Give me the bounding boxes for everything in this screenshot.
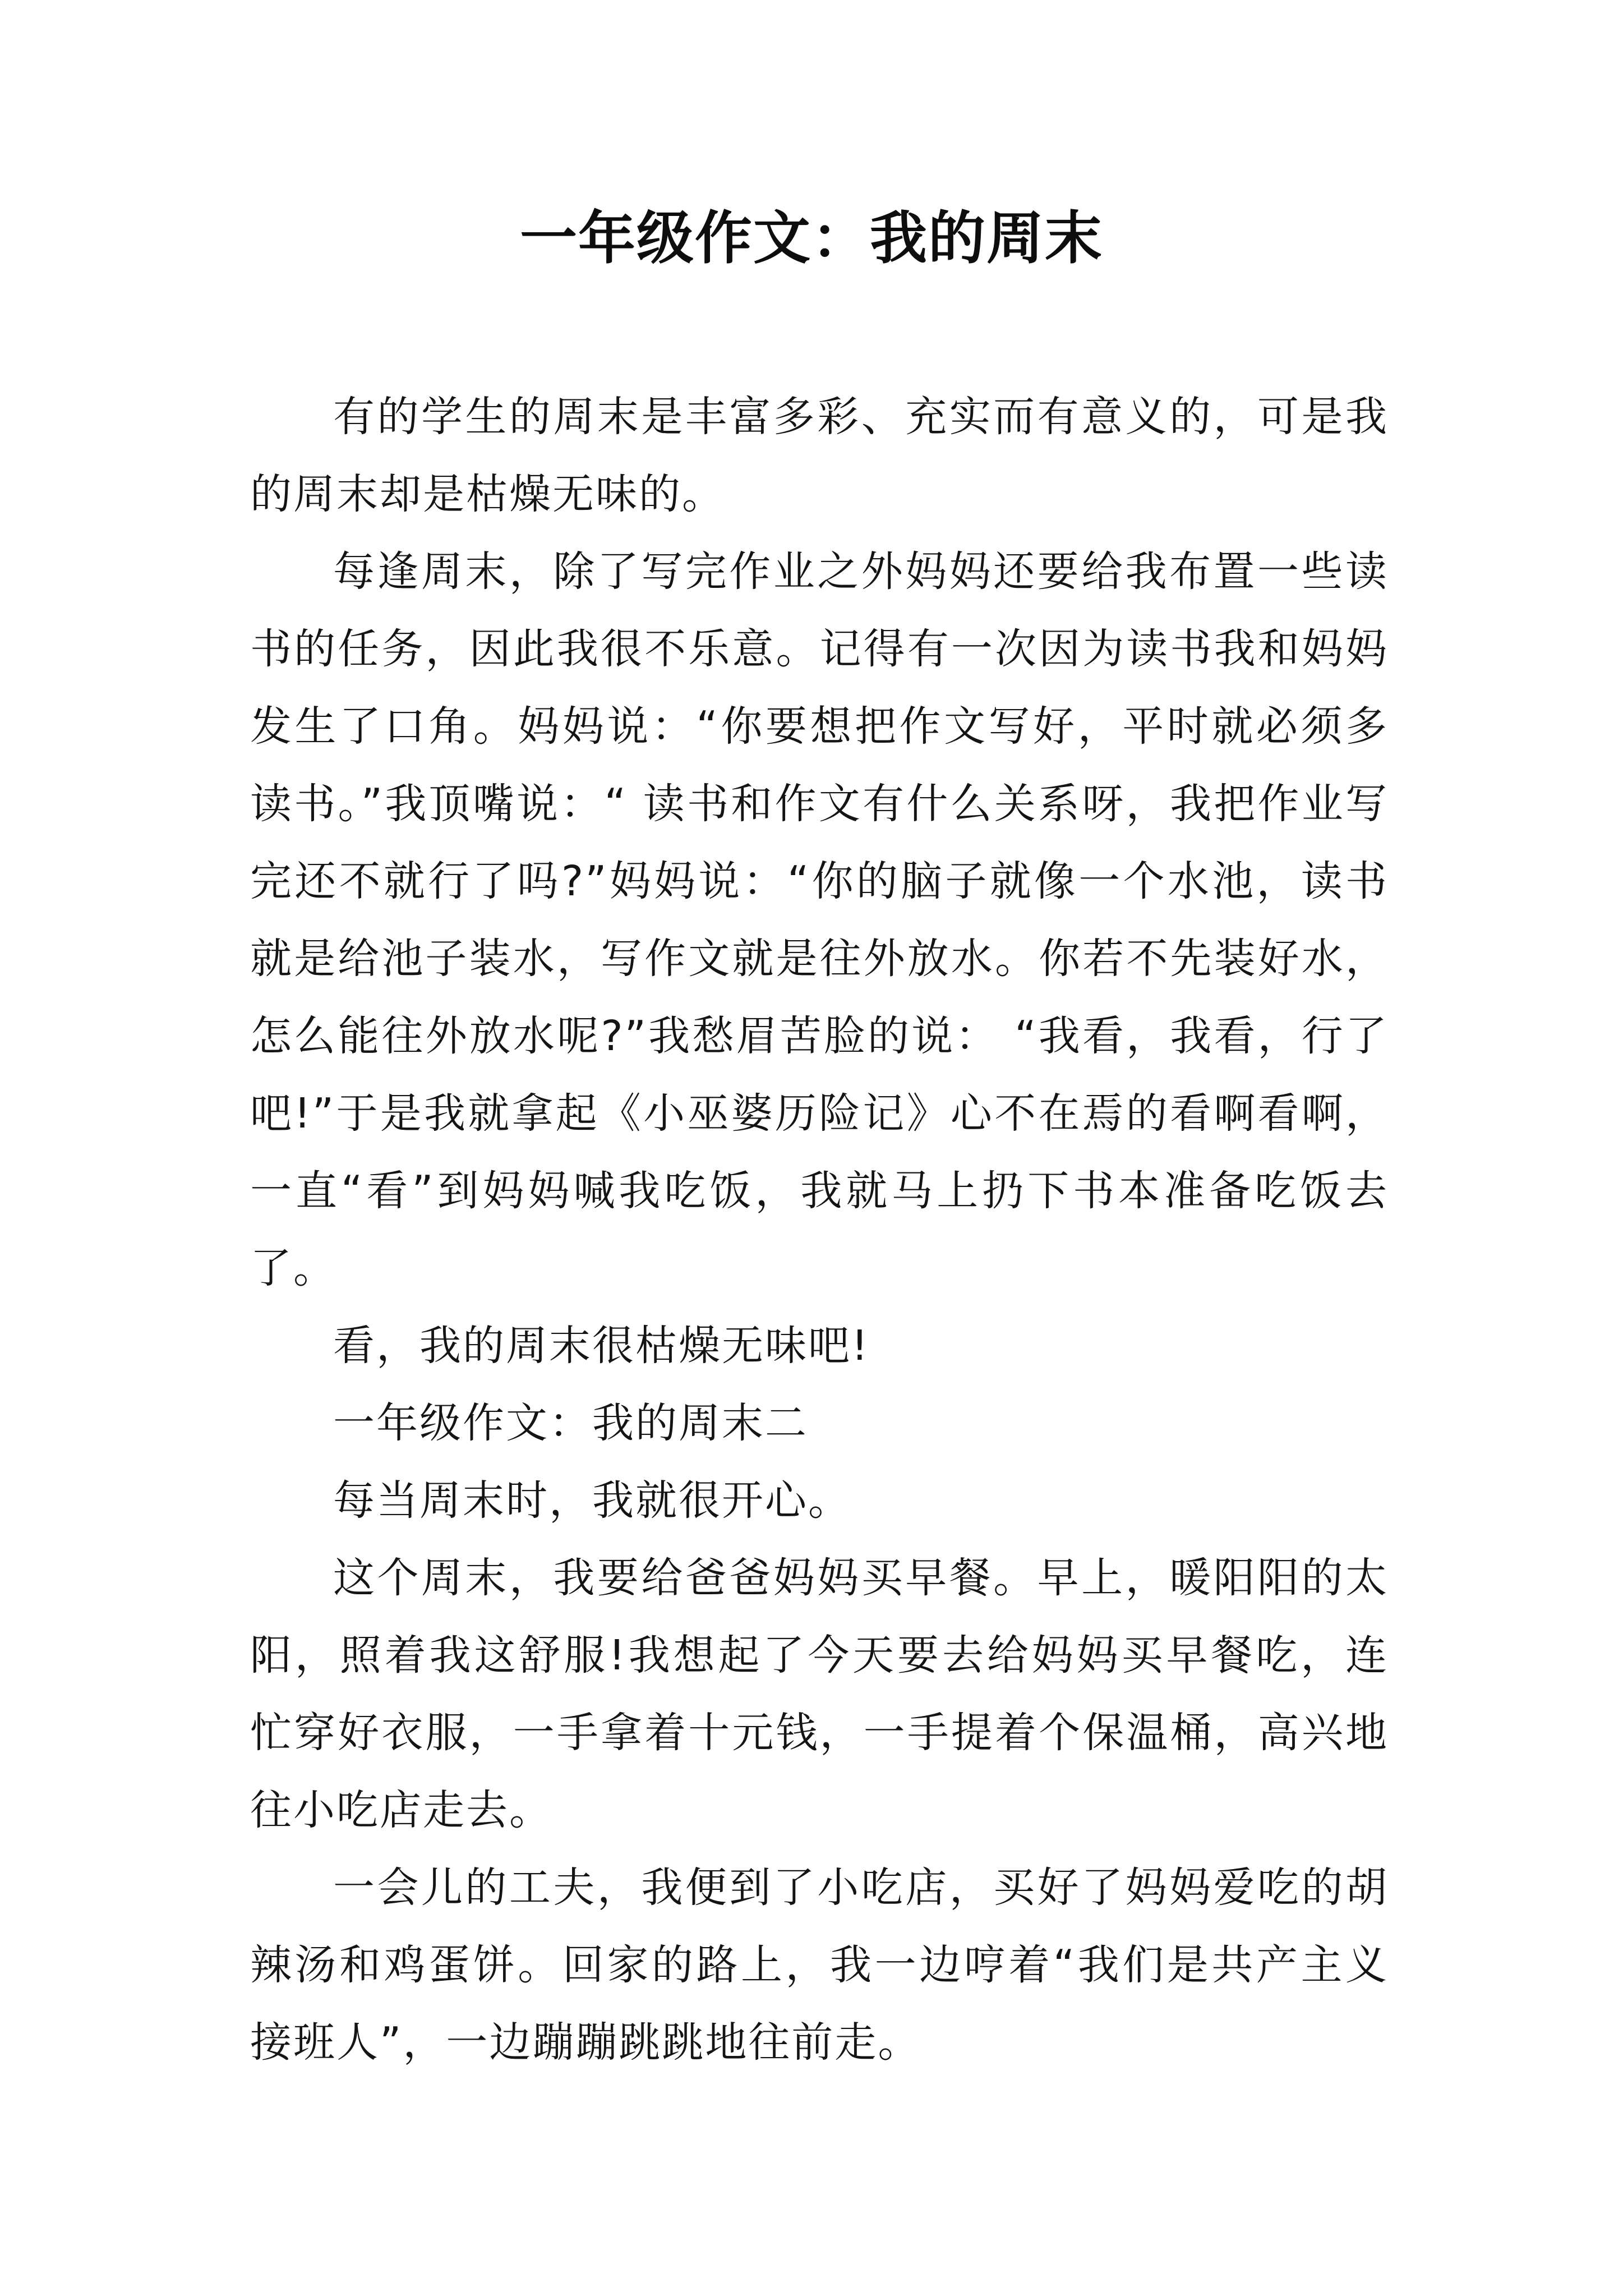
paragraph-1: 有的学生的周末是丰富多彩、充实而有意义的，可是我的周末却是枯燥无味的。 (250, 393, 1389, 518)
paragraph-2: 每逢周末，除了写完作业之外妈妈还要给我布置一些读书的任务，因此我很不乐意。记得有一次因为读书我和妈妈发生了口角。妈妈说：“你要想把作文写好，平时就必须多读书。”我顶嘴说：“ 读书和作文有什么关系呀，我把作业写完还不就行了吗?”妈妈说：“你的脑子就像一个水池，读书就是给池子装水，写作文就是往外放水。你若不先装好水，怎么能往外放水呢?”我愁眉苦脸的说： “我看，我看，行了吧!”于是我就拿起《小巫婆历险记》心不在焉的看啊看啊，一直“看”到妈妈喊我吃饭，我就马上扔下书本准备吃饭去了。 (250, 547, 1389, 1292)
paragraph-4: 每当周末时，我就很开心。 (333, 1476, 851, 1525)
paragraph-5: 这个周末，我要给爸爸妈妈买早餐。早上，暖阳阳的太阳，照着我这舒服!我想起了今天要去给妈妈买早餐吃，连忙穿好衣服，一手拿着十元钱，一手提着个保温桶，高兴地往小吃店走去。 (250, 1554, 1389, 1834)
paragraph-3: 看，我的周末很枯燥无味吧! (333, 1322, 870, 1370)
document-title: 一年级作文：我的周末 (520, 205, 1103, 272)
section-heading-2: 一年级作文：我的周末二 (333, 1399, 808, 1447)
paragraph-6: 一会儿的工夫，我便到了小吃店，买好了妈妈爱吃的胡辣汤和鸡蛋饼。回家的路上，我一边哼着“我们是共产主义接班人”，一边蹦蹦跳跳地往前走。 (250, 1864, 1389, 2067)
document-body (250, 378, 1389, 2081)
